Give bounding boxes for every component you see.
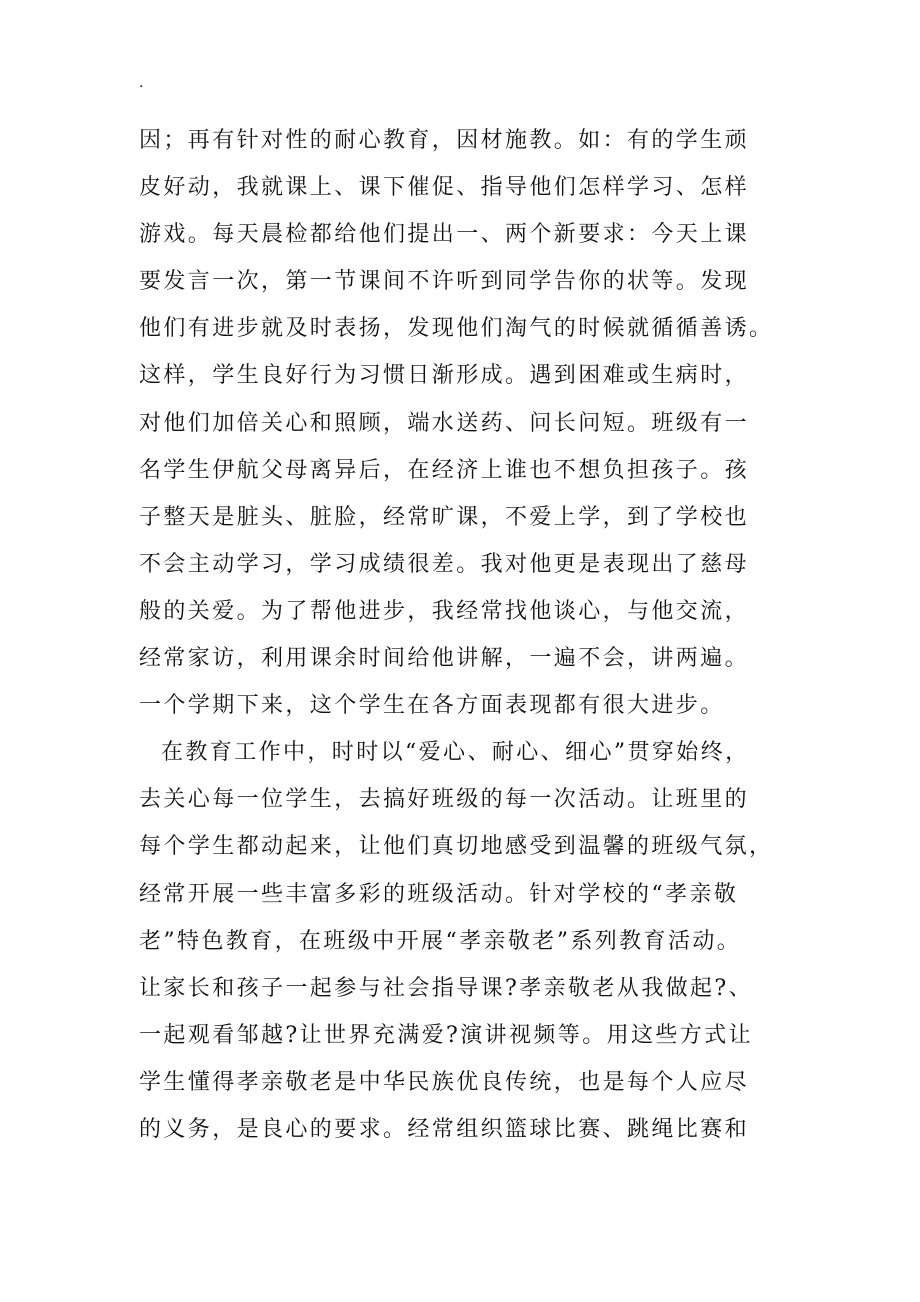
text-line: 游戏。每天晨检都给他们提出一、两个新要求：今天上课 xyxy=(139,222,750,248)
text-line: 老”特色教育，在班级中开展“孝亲敬老”系列教育活动。 xyxy=(139,928,742,954)
text-line: 对他们加倍关心和照顾，端水送药、问长问短。班级有一 xyxy=(139,410,750,436)
text-line: 每个学生都动起来，让他们真切地感受到温馨的班级气氛， xyxy=(139,834,774,860)
text-line: 般的关爱。为了帮他进步，我经常找他谈心，与他交流， xyxy=(139,598,750,624)
body-text xyxy=(139,117,799,1153)
text-line: 他们有进步就及时表扬，发现他们淘气的时候就循循善诱。 xyxy=(139,316,774,342)
text-line: 学生懂得孝亲敬老是中华民族优良传统，也是每个人应尽 xyxy=(139,1069,750,1095)
header-dot: . xyxy=(139,75,144,91)
text-line: 名学生伊航父母离异后，在经济上谁也不想负担孩子。孩 xyxy=(139,457,750,483)
text-line: 经常开展一些丰富多彩的班级活动。针对学校的“孝亲敬 xyxy=(139,881,739,907)
text-line: 让家长和孩子一起参与社会指导课?孝亲敬老从我做起?、 xyxy=(139,975,753,1001)
text-line: 子整天是脏头、脏脸，经常旷课，不爱上学，到了学校也 xyxy=(139,504,750,530)
text-line: 一起观看邹越?让世界充满爱?演讲视频等。用这些方式让 xyxy=(139,1022,753,1048)
text-line: 要发言一次，第一节课间不许听到同学告你的状等。发现 xyxy=(139,269,750,295)
paragraph-start-line: 在教育工作中，时时以“爱心、耐心、细心”贯穿始终， xyxy=(161,740,750,766)
text-line: 一个学期下来，这个学生在各方面表现都有很大进步。 xyxy=(139,693,725,719)
text-line: 皮好动，我就课上、课下催促、指导他们怎样学习、怎样 xyxy=(139,175,750,201)
text-line: 这样，学生良好行为习惯日渐形成。遇到困难或生病时， xyxy=(139,363,750,389)
text-line: 的义务，是良心的要求。经常组织篮球比赛、跳绳比赛和 xyxy=(139,1116,750,1142)
text-line: 因；再有针对性的耐心教育，因材施教。如：有的学生顽 xyxy=(139,128,750,153)
text-line: 去关心每一位学生，去搞好班级的每一次活动。让班里的 xyxy=(139,787,750,813)
text-line: 不会主动学习，学习成绩很差。我对他更是表现出了慈母 xyxy=(139,551,750,577)
text-line: 经常家访，利用课余时间给他讲解，一遍不会，讲两遍。 xyxy=(139,646,750,672)
